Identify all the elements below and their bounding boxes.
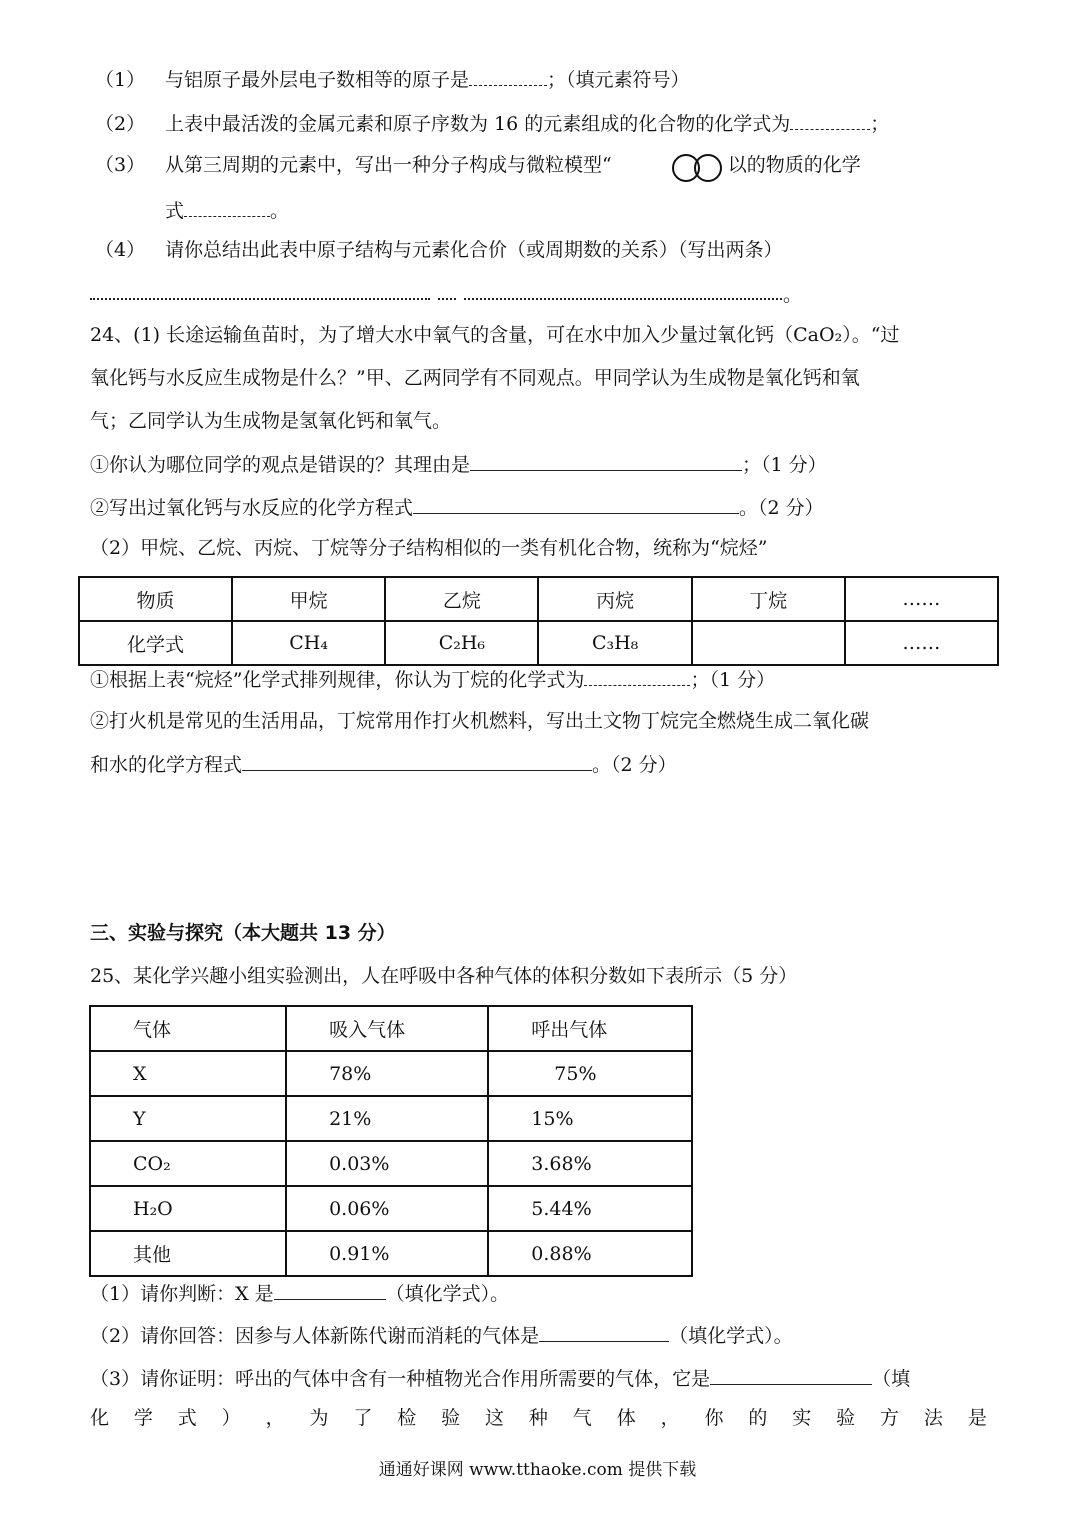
particle-model-icon: [672, 152, 728, 180]
question-25-3: （3）请你证明：呼出的气体中含有一种植物光合作用所需要的气体，它是 （填: [90, 1364, 910, 1392]
line-end-period: 。: [783, 284, 803, 306]
question-23-1: （1） 与铝原子最外层电子数相等的原子是 ；（填元素符号）: [95, 65, 690, 93]
table-cell: 气体: [90, 1006, 286, 1051]
table-cell: Y: [90, 1096, 286, 1141]
question-23-4: （4） 请你总结出此表中原子结构与元素化合价（或周期数的关系）（写出两条）: [95, 239, 783, 261]
question-25-1: （1）请你判断：X 是 （填化学式）。: [90, 1279, 509, 1307]
answer-blank[interactable]: [184, 196, 270, 217]
table-cell: 15%: [488, 1096, 692, 1141]
table-cell: 化学式: [79, 621, 232, 665]
table-row: [90, 1231, 692, 1276]
answer-blank[interactable]: [242, 750, 592, 771]
question-24-2-b: ②打火机是常见的生活用品，丁烷常用作打火机燃料，写出土文物丁烷完全燃烧生成二氧化碳: [90, 710, 870, 732]
question-24-1-b: ②写出过氧化钙与水反应的化学方程式 。（2 分）: [90, 493, 824, 521]
table-row: [90, 1051, 692, 1096]
table-cell: 其他: [90, 1231, 286, 1276]
table-cell: 乙烷: [385, 577, 538, 621]
table-cell: CH₄: [232, 621, 385, 665]
table-cell: 0.03%: [286, 1141, 488, 1186]
answer-dotted-line: [438, 298, 456, 300]
table-row: [90, 1186, 692, 1231]
table-row: [90, 1141, 692, 1186]
table-cell: 呼出气体: [488, 1006, 692, 1051]
table-cell: 0.91%: [286, 1231, 488, 1276]
table-cell: 0.88%: [488, 1231, 692, 1276]
question-24-2: （2）甲烷、乙烷、丙烷、丁烷等分子结构相似的一类有机化合物，统称为“烷烃”: [90, 537, 768, 559]
table-cell: 甲烷: [232, 577, 385, 621]
answer-blank[interactable]: [470, 450, 742, 471]
table-cell: 75%: [488, 1051, 692, 1096]
table-cell: ……: [845, 577, 998, 621]
answer-cell[interactable]: [692, 621, 845, 665]
question-25-intro: 25、某化学兴趣小组实验测出，人在呼吸中各种气体的体积分数如下表所示（5 分）: [90, 965, 798, 987]
answer-blank[interactable]: [274, 1279, 386, 1300]
alkane-table: [78, 576, 999, 666]
answer-blank[interactable]: [710, 1364, 872, 1385]
table-cell: 物质: [79, 577, 232, 621]
table-cell: 78%: [286, 1051, 488, 1096]
answer-blank[interactable]: [584, 665, 690, 686]
table-cell: 吸入气体: [286, 1006, 488, 1051]
table-cell: C₂H₆: [385, 621, 538, 665]
table-cell: 3.68%: [488, 1141, 692, 1186]
answer-dotted-line[interactable]: [464, 298, 782, 300]
answer-blank[interactable]: [469, 65, 547, 86]
answer-blank[interactable]: [539, 1321, 669, 1342]
table-row: [90, 1096, 692, 1141]
table-cell: CO₂: [90, 1141, 286, 1186]
question-23-2: （2） 上表中最活泼的金属元素和原子序数为 16 的元素组成的化合物的化学式为 ；: [95, 109, 889, 137]
table-cell: H₂O: [90, 1186, 286, 1231]
table-cell: 21%: [286, 1096, 488, 1141]
breath-gas-table: [89, 1005, 693, 1277]
table-cell: ……: [845, 621, 998, 665]
table-cell: X: [90, 1051, 286, 1096]
table-cell: C₃H₈: [538, 621, 691, 665]
table-row: [79, 577, 998, 621]
question-23-3: （3） 从第三周期的元素中，写出一种分子构成与微粒模型“ 以的物质的化学: [95, 152, 861, 180]
question-24-1-a: ①你认为哪位同学的观点是错误的？其理由是 ；（1 分）: [90, 450, 827, 478]
page-footer: 通通好课网 www.tthaoke.com 提供下载: [378, 1460, 697, 1480]
table-row: [90, 1006, 692, 1051]
table-row: [79, 621, 998, 665]
question-24-2-a: ①根据上表“烷烃”化学式排列规律，你认为丁烷的化学式为 ；（1 分）: [90, 665, 775, 693]
table-cell: 丁烷: [692, 577, 845, 621]
question-24-intro-1: 24、(1) 长途运输鱼苗时，为了增大水中氧气的含量，可在水中加入少量过氧化钙（CaO₂）。“过: [90, 324, 900, 346]
answer-dotted-line[interactable]: [90, 298, 430, 300]
question-24-intro-2: 氧化钙与水反应生成物是什么？”甲、乙两同学有不同观点。甲同学认为生成物是氧化钙和氧: [90, 367, 860, 389]
section-heading: 三、实验与探究（本大题共 13 分）: [90, 922, 396, 944]
table-cell: 丙烷: [538, 577, 691, 621]
question-23-3-cont: 式 。: [165, 196, 289, 224]
answer-blank[interactable]: [790, 109, 870, 130]
question-25-3-cont: 化 学 式 ） ， 为 了 检 验 这 种 气 体 ， 你 的 实 验 方 法 是: [90, 1407, 987, 1429]
question-25-2: （2）请你回答：因参与人体新陈代谢而消耗的气体是 （填化学式）。: [90, 1321, 793, 1349]
table-cell: 5.44%: [488, 1186, 692, 1231]
question-24-2-b-cont: 和水的化学方程式 。（2 分）: [90, 750, 677, 778]
answer-blank[interactable]: [413, 493, 739, 514]
question-24-intro-3: 气；乙同学认为生成物是氢氧化钙和氧气。: [90, 410, 452, 432]
table-cell: 0.06%: [286, 1186, 488, 1231]
